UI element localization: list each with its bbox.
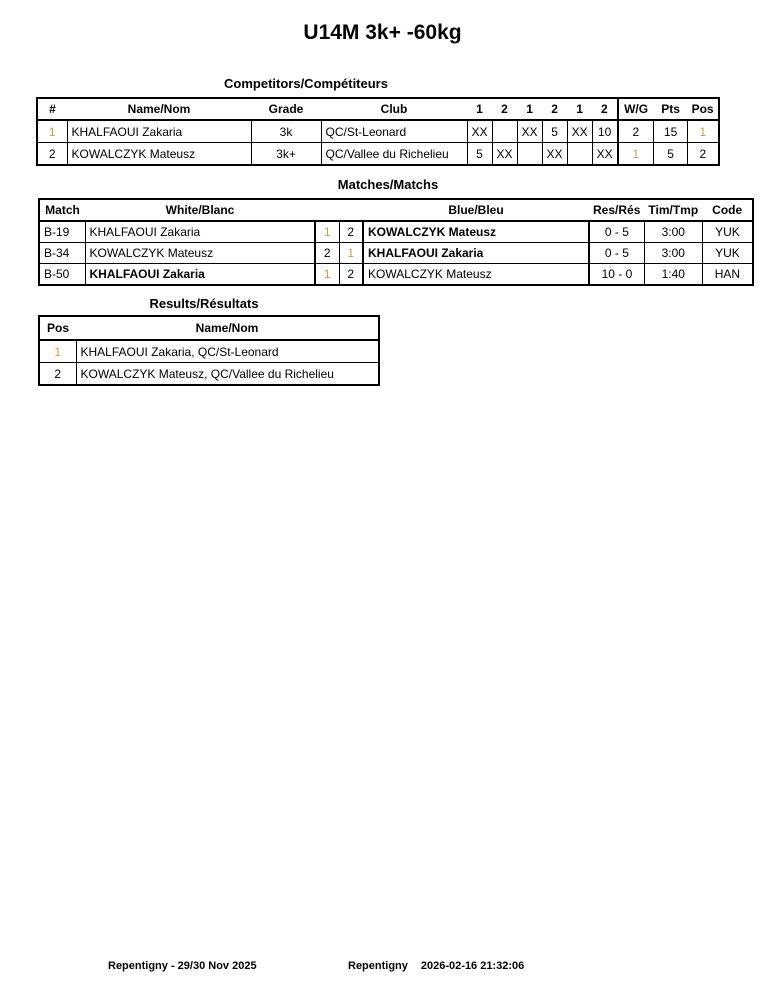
match-row xyxy=(39,243,753,264)
points: 15 xyxy=(654,120,688,143)
blue-competitor: KOWALCZYK Mateusz xyxy=(363,221,589,243)
score-cell: 5 xyxy=(542,120,567,143)
matches-col-code: Code xyxy=(702,199,753,221)
position: 2 xyxy=(688,143,719,166)
matches-heading: Matches/Matchs xyxy=(337,177,439,192)
score-cell xyxy=(492,120,517,143)
competitors-heading: Competitors/Compétiteurs xyxy=(224,76,388,91)
results-col-name: Name/Nom xyxy=(76,316,379,340)
competitors-col-s4: 2 xyxy=(542,98,567,120)
matches-col-bluenum xyxy=(339,199,363,221)
blue-competitor: KHALFAOUI Zakaria xyxy=(363,243,589,264)
results-heading: Results/Résultats xyxy=(149,296,259,311)
footer-venue: Repentigny xyxy=(348,960,408,972)
matches-col-white: White/Blanc xyxy=(85,199,315,221)
matches-header-row xyxy=(39,199,753,221)
competitors-col-wg: W/G xyxy=(618,98,654,120)
competitors-col-s5: 1 xyxy=(567,98,592,120)
blue-competitor: KOWALCZYK Mateusz xyxy=(363,264,589,286)
matches-col-blue: Blue/Bleu xyxy=(363,199,589,221)
white-number: 1 xyxy=(315,221,339,243)
competitor-number: 2 xyxy=(37,143,67,166)
white-number: 2 xyxy=(315,243,339,264)
competitors-header-row xyxy=(37,98,719,120)
competitors-col-s1: 1 xyxy=(467,98,492,120)
competitors-col-s2: 2 xyxy=(492,98,517,120)
score-cell: 10 xyxy=(592,120,618,143)
score-cell: XX xyxy=(567,120,592,143)
result-name: KOWALCZYK Mateusz, QC/Vallee du Richelieu xyxy=(76,363,379,386)
position: 1 xyxy=(688,120,719,143)
results-col-pos: Pos xyxy=(39,316,76,340)
result-position: 1 xyxy=(39,340,76,363)
match-time: 3:00 xyxy=(644,221,702,243)
competitor-number: 1 xyxy=(37,120,67,143)
results-header-row xyxy=(39,316,379,340)
competitor-grade: 3k xyxy=(251,120,321,143)
competitor-row xyxy=(37,120,719,143)
white-competitor: KHALFAOUI Zakaria xyxy=(85,264,315,286)
competitors-col-name: Name/Nom xyxy=(67,98,251,120)
page-title: U14M 3k+ -60kg xyxy=(303,21,462,44)
result-row xyxy=(39,340,379,363)
match-time: 3:00 xyxy=(644,243,702,264)
wins-games: 2 xyxy=(618,120,654,143)
competitors-col-club: Club xyxy=(321,98,467,120)
blue-number: 2 xyxy=(339,221,363,243)
match-code: YUK xyxy=(702,221,753,243)
score-cell: 5 xyxy=(467,143,492,166)
blue-number: 2 xyxy=(339,264,363,286)
points: 5 xyxy=(654,143,688,166)
competitors-col-s6: 2 xyxy=(592,98,618,120)
match-id: B-50 xyxy=(39,264,85,286)
competitors-col-num: # xyxy=(37,98,67,120)
match-code: YUK xyxy=(702,243,753,264)
result-name: KHALFAOUI Zakaria, QC/St-Leonard xyxy=(76,340,379,363)
results-table xyxy=(38,315,380,386)
footer-event-date: Repentigny - 29/30 Nov 2025 xyxy=(108,960,257,972)
competitors-table xyxy=(36,97,720,166)
match-code: HAN xyxy=(702,264,753,286)
footer-print-timestamp: 2026-02-16 21:32:06 xyxy=(420,960,525,972)
white-competitor: KOWALCZYK Mateusz xyxy=(85,243,315,264)
matches-col-match: Match xyxy=(39,199,85,221)
competitor-row xyxy=(37,143,719,166)
footer-print-info xyxy=(348,960,524,972)
match-id: B-34 xyxy=(39,243,85,264)
competitor-name: KHALFAOUI Zakaria xyxy=(67,120,251,143)
competitors-col-pos: Pos xyxy=(688,98,719,120)
score-cell: XX xyxy=(542,143,567,166)
match-result: 10 - 0 xyxy=(589,264,644,286)
wins-games: 1 xyxy=(618,143,654,166)
result-position: 2 xyxy=(39,363,76,386)
score-cell: XX xyxy=(467,120,492,143)
competitor-name: KOWALCZYK Mateusz xyxy=(67,143,251,166)
score-cell: XX xyxy=(492,143,517,166)
match-id: B-19 xyxy=(39,221,85,243)
match-time: 1:40 xyxy=(644,264,702,286)
matches-col-res: Res/Rés xyxy=(589,199,644,221)
competitor-club: QC/St-Leonard xyxy=(321,120,467,143)
match-result: 0 - 5 xyxy=(589,221,644,243)
result-row xyxy=(39,363,379,386)
matches-table xyxy=(38,198,754,286)
score-cell: XX xyxy=(517,120,542,143)
competitors-col-grade: Grade xyxy=(251,98,321,120)
match-row xyxy=(39,221,753,243)
competitors-col-s3: 1 xyxy=(517,98,542,120)
match-result: 0 - 5 xyxy=(589,243,644,264)
matches-col-tim: Tim/Tmp xyxy=(644,199,702,221)
match-row xyxy=(39,264,753,286)
score-cell xyxy=(517,143,542,166)
white-number: 1 xyxy=(315,264,339,286)
competitor-grade: 3k+ xyxy=(251,143,321,166)
blue-number: 1 xyxy=(339,243,363,264)
competitors-col-pts: Pts xyxy=(654,98,688,120)
score-cell: XX xyxy=(592,143,618,166)
competitor-club: QC/Vallee du Richelieu xyxy=(321,143,467,166)
matches-col-whitenum xyxy=(315,199,339,221)
white-competitor: KHALFAOUI Zakaria xyxy=(85,221,315,243)
score-cell xyxy=(567,143,592,166)
